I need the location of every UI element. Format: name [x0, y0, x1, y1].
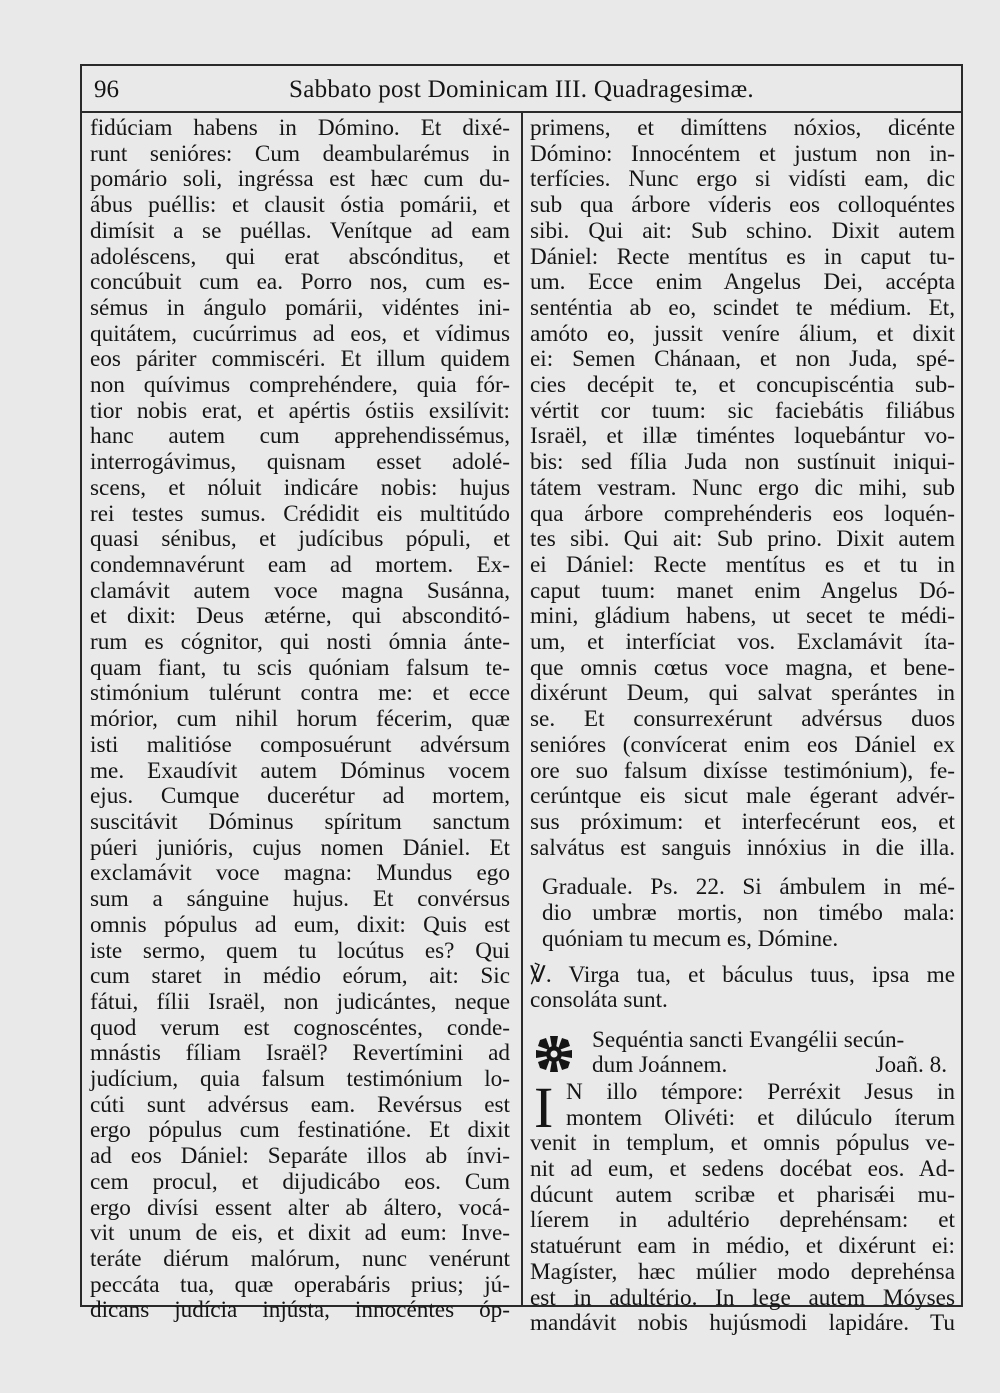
text-line: caput tuum: manet enim Angelus Dó-: [530, 577, 955, 604]
gospel-line: venit in templum, et omnis pópulus ve-: [530, 1130, 955, 1157]
gospel-line: Magíster, hæc múlier modo deprehénsa: [530, 1258, 955, 1285]
text-line: sus próximum: et interfecérunt eos, et: [530, 808, 955, 835]
versicle-line: ℣. Virga tua, et báculus tuus, ipsa me: [530, 961, 955, 988]
text-line: cum staret in médio eórum, ait: Sic: [90, 963, 510, 990]
text-line: se. Et consurrexérunt advérsus duos: [530, 706, 955, 733]
text-line: omnis pópulus ad eum, dixit: Quis est: [90, 911, 510, 938]
text-line: adoléscens, qui erat abscónditus, et: [90, 243, 510, 270]
text-line: isti malitióse composuérunt advérsum: [90, 731, 510, 758]
text-line: qua árbore comprehénderis eos loquén-: [530, 500, 955, 527]
gospel-heading-line1: Sequéntia sancti Evangélii secún-: [592, 1026, 905, 1053]
text-line: mórior, cum nihil horum fécerim, quæ: [90, 706, 510, 733]
text-line: non quívimus comprehéndere, quia fór-: [90, 372, 510, 399]
gospel-line: statuérunt eam in médio, et dixérunt ei:: [530, 1233, 955, 1260]
text-line: hanc autem cum apprehendissémus,: [90, 423, 510, 450]
text-line: Dániel: Recte mentítus es in caput tu-: [530, 243, 955, 270]
left-column: [90, 116, 510, 1324]
text-line: interrogávimus, quisnam esset adolé-: [90, 449, 510, 476]
cross-icon: [532, 1032, 576, 1076]
running-title: Sabbato post Dominicam III. Quadragesimæ.: [289, 76, 754, 103]
text-line: et dixit: Deus ætérne, qui absconditó-: [90, 603, 510, 630]
text-line: ergo pópulus cum festinatióne. Et dixit: [90, 1117, 510, 1144]
page-number: 96: [94, 76, 119, 103]
drop-cap: I: [534, 1074, 554, 1140]
text-line: um, et interfíciat vos. Exclamávit íta-: [530, 629, 955, 656]
text-line: scens, et nóluit indicáre nobis: hujus: [90, 474, 510, 501]
gospel-line: montem Olivéti: et dilúculo íterum: [566, 1104, 955, 1131]
text-line: senténtia ab eo, scindet te médium. Et,: [530, 294, 955, 321]
text-line: cerúntque eis sicut male égerant advér-: [530, 783, 955, 810]
gospel-line: mandávit nobis hujúsmodi lapidáre. Tu: [530, 1310, 955, 1337]
text-line: cúti sunt advérsus eam. Revérsus est: [90, 1091, 510, 1118]
text-line: quod verum est cognoscéntes, conde-: [90, 1014, 510, 1041]
gradual: [530, 875, 955, 952]
text-line: vértit cor tuum: sic faciebátis filiábus: [530, 397, 955, 424]
text-line: mini, gládium habens, ut secet te médi-: [530, 603, 955, 630]
gospel-heading: [530, 1028, 955, 1080]
text-line: concúbuit cum ea. Porro nos, cum es-: [90, 269, 510, 296]
text-line: tes sibi. Qui ait: Sub prino. Dixit autem: [530, 526, 955, 553]
text-line: quitátem, cucúrrimus ad eos, et vídimus: [90, 320, 510, 347]
text-line: cies decépit te, et concupiscéntia sub-: [530, 372, 955, 399]
text-line: judícium, quia falsum testimónium lo-: [90, 1066, 510, 1093]
text-line: rum es cógnitor, qui nosti ómnia ánte-: [90, 629, 510, 656]
text-line: sibi. Qui ait: Sub schino. Dixit autem: [530, 217, 955, 244]
text-line: terfícies. Nunc ergo si vidísti eam, dic: [530, 166, 955, 193]
gospel-line: nit ad eum, et sedens docébat eos. Ad-: [530, 1156, 955, 1183]
text-line: ad eos Dániel: Separáte illos ab ínvi-: [90, 1143, 510, 1170]
text-line: clamávit autem voce magna Susánna,: [90, 577, 510, 604]
text-line: fidúciam habens in Dómino. Et dixé-: [90, 115, 510, 141]
text-line: sub qua árbore víderis eos colloquéntes: [530, 192, 955, 219]
text-line: sum a sánguine hujus. Et convérsus: [90, 886, 510, 913]
text-line: dimísit a se puéllas. Venítque ad eam: [90, 217, 510, 244]
text-line: iste sermo, quem tu locútus es? Qui: [90, 937, 510, 964]
text-line: eos páriter commiscéri. Et illum quidem: [90, 346, 510, 373]
text-line: Israël, et illæ timéntes loquebántur vo-: [530, 423, 955, 450]
text-line: fátui, fílii Israël, non judicántes, neque: [90, 988, 510, 1015]
text-line: mnástis fíliam Israël? Revertímini ad: [90, 1040, 510, 1067]
text-line: runt senióres: Cum deambularémus in: [90, 140, 510, 167]
gospel-reference: Joañ. 8.: [875, 1051, 947, 1078]
text-line: ei: Semen Chánaan, et non Juda, spé-: [530, 346, 955, 373]
text-line: ejus. Cumque ducerétur ad mortem,: [90, 783, 510, 810]
page-header: [80, 66, 963, 112]
text-line: me. Exaudívit autem Dóminus vocem: [90, 757, 510, 784]
text-line: pomário soli, ingréssa est hæc cum du-: [90, 166, 510, 193]
text-line: stimónium tulérunt contra me: et ecce: [90, 680, 510, 707]
text-line: ei Dániel: Recte mentítus es et tu in: [530, 551, 955, 578]
text-line: teráte diérum malórum, nunc venérunt: [90, 1245, 510, 1272]
versicle: [530, 963, 955, 1014]
column-divider: [521, 113, 523, 1307]
text-line: tior nobis erat, et apértis óstiis exsilívit:: [90, 397, 510, 424]
gospel-line: dúcunt autem scribæ et pharisǽi mu-: [530, 1181, 955, 1208]
text-line: bis: sed fília Juda non sustínuit iniqui-: [530, 449, 955, 476]
text-line: ore suo falsum dixísse testimónium), fe-: [530, 757, 955, 784]
text-line: dicans judícia injústa, innocéntes óp-: [90, 1297, 510, 1324]
gospel-heading-line2: dum Joánnem.: [592, 1051, 728, 1078]
gradual-line: quóniam tu mecum es, Dómine.: [542, 925, 839, 952]
text-line: ergo divísi essent alter ab áltero, vocá-: [90, 1194, 510, 1221]
text-line: amóto eo, jussit veníre álium, et dixit: [530, 320, 955, 347]
text-line: dixérunt Deum, qui salvat sperántes in: [530, 680, 955, 707]
gospel-line: líerem in adultério deprehénsam: et: [530, 1207, 955, 1234]
gospel-text: [530, 1074, 955, 1337]
text-line: Dómino: Innocéntem et justum non in-: [530, 140, 955, 167]
text-line: que omnis cœtus voce magna, et bene-: [530, 654, 955, 681]
text-line: um. Ecce enim Angelus Dei, accépta: [530, 269, 955, 296]
versicle-line: consoláta sunt.: [530, 987, 668, 1014]
text-line: vit unum de eis, et dixit ad eum: Inve-: [90, 1220, 510, 1247]
text-line: púeri junióris, cujus nomen Dániel. Et: [90, 834, 510, 861]
text-line: primens, et dimíttens nóxios, dicénte: [530, 115, 955, 141]
gospel-line: est in adultério. In lege autem Móyses: [530, 1284, 955, 1311]
text-line: senióres (convícerat enim eos Dániel ex: [530, 731, 955, 758]
text-line: sémus in ángulo pomárii, vidéntes ini-: [90, 294, 510, 321]
text-line: quam fiant, tu scis quóniam falsum te-: [90, 654, 510, 681]
text-line: quasi sénibus, et judícibus pópuli, et: [90, 526, 510, 553]
text-line: condemnavérunt eam ad mortem. Ex-: [90, 551, 510, 578]
gradual-line: Graduale. Ps. 22. Si ámbulem in mé-: [542, 874, 955, 901]
gradual-line: dio umbræ mortis, non timébo mala:: [542, 900, 955, 927]
text-line: ábus puéllis: et clausit óstia pomárii, et: [90, 192, 510, 219]
text-line: rei testes sumus. Crédidit eis multitúdo: [90, 500, 510, 527]
text-line: exclamávit voce magna: Mundus ego: [90, 860, 510, 887]
text-line: salvátus est sanguis innóxius in die illa.: [530, 834, 955, 861]
right-column: [530, 116, 955, 1337]
text-line: peccáta tua, quæ operabáris prius; jú-: [90, 1271, 510, 1298]
gospel-line: N illo témpore: Perréxit Jesus in: [566, 1078, 955, 1105]
text-line: tátem vestram. Nunc ergo dic mihi, sub: [530, 474, 955, 501]
text-line: suscitávit Dóminus spíritum sanctum: [90, 808, 510, 835]
text-line: cem procul, et dijudicábo eos. Cum: [90, 1168, 510, 1195]
